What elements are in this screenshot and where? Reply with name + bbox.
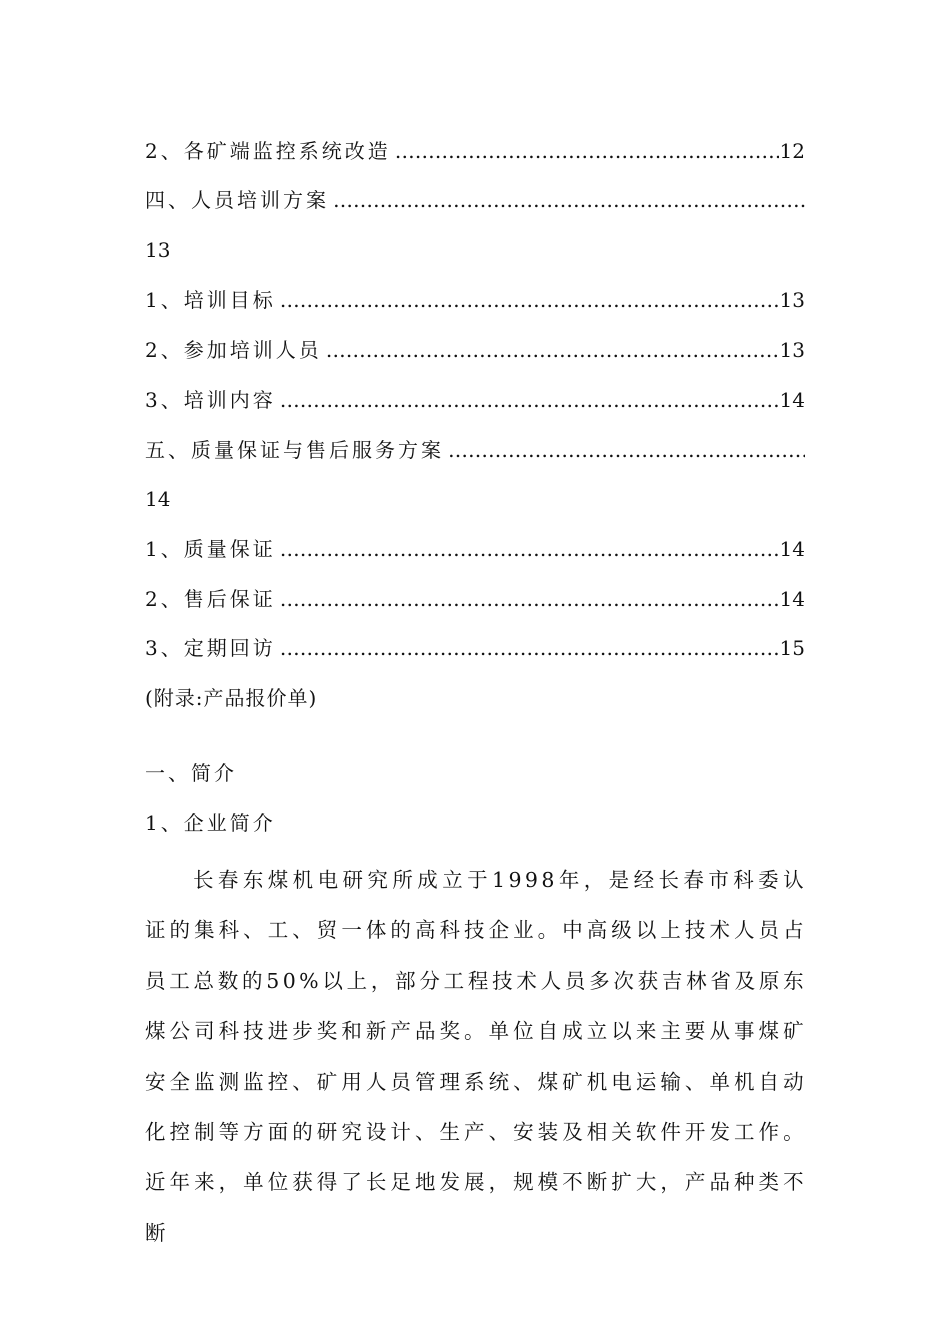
body-paragraph: 长春东煤机电研究所成立于1998年，是经长春市科委认证的集科、工、贸一体的高科技企业。中高级以上技术人员占员工总数的50%以上，部分工程技术人员多次获吉林省及原东煤公司科技进步奖和新产品奖。单位自成立以来主要从事煤矿安全监测监控、矿用人员管理系统、煤矿机电运输、单机自动化控制等方面的研究设计、生产、安装及相关软件开发工作。近年来，单位获得了长足地发展，规模不断扩大，产品种类不断: [145, 868, 807, 1245]
toc-entry[interactable]: [145, 285, 805, 315]
toc-entry-page: 14: [779, 388, 805, 412]
section-heading: 一、简介: [145, 761, 237, 785]
toc-leader-dots: [326, 335, 779, 365]
toc-entry[interactable]: [145, 185, 805, 215]
toc-leader-dots: [280, 385, 779, 415]
toc-entry-title: 2、各矿端监控系统改造: [145, 139, 391, 163]
toc-entry[interactable]: [145, 335, 805, 365]
toc-entry[interactable]: [145, 584, 805, 614]
toc-entry-page: 13: [779, 338, 805, 362]
toc-entry[interactable]: [145, 435, 805, 465]
toc-entry-page: 14: [145, 487, 171, 511]
toc-leader-dots: [280, 285, 779, 315]
toc-entry-page: 13: [779, 288, 805, 312]
toc-entry-title: 3、定期回访: [145, 636, 276, 660]
toc-leader-dots: [280, 534, 779, 564]
toc-entry-page: 13: [145, 238, 171, 262]
toc-entry-page: 12: [779, 139, 805, 163]
toc-leader-dots: [333, 185, 805, 215]
toc-entry-title: 3、培训内容: [145, 388, 276, 412]
toc-entry-title: 五、质量保证与售后服务方案: [145, 438, 444, 462]
toc-leader-dots: [280, 584, 772, 614]
toc-leader-dots: [395, 136, 779, 166]
toc-entry-page: .14: [773, 587, 805, 611]
toc-entry-title: 2、参加培训人员: [145, 338, 322, 362]
toc-leader-dots: [280, 633, 772, 663]
toc-entry[interactable]: [145, 385, 805, 415]
appendix-note: (附录:产品报价单): [145, 686, 318, 710]
toc-entry-title: 1、培训目标: [145, 288, 276, 312]
toc-entry[interactable]: [145, 633, 805, 663]
toc-entry-title: 四、人员培训方案: [145, 188, 329, 212]
toc-entry[interactable]: [145, 136, 805, 166]
toc-entry-title: 2、售后保证: [145, 587, 276, 611]
toc-entry-page: 14: [779, 537, 805, 561]
subsection-heading: 1、企业简介: [145, 811, 276, 835]
toc-entry-page: .15: [773, 636, 805, 660]
toc-leader-dots: [448, 435, 805, 465]
toc-entry[interactable]: [145, 534, 805, 564]
toc-entry-title: 1、质量保证: [145, 537, 276, 561]
